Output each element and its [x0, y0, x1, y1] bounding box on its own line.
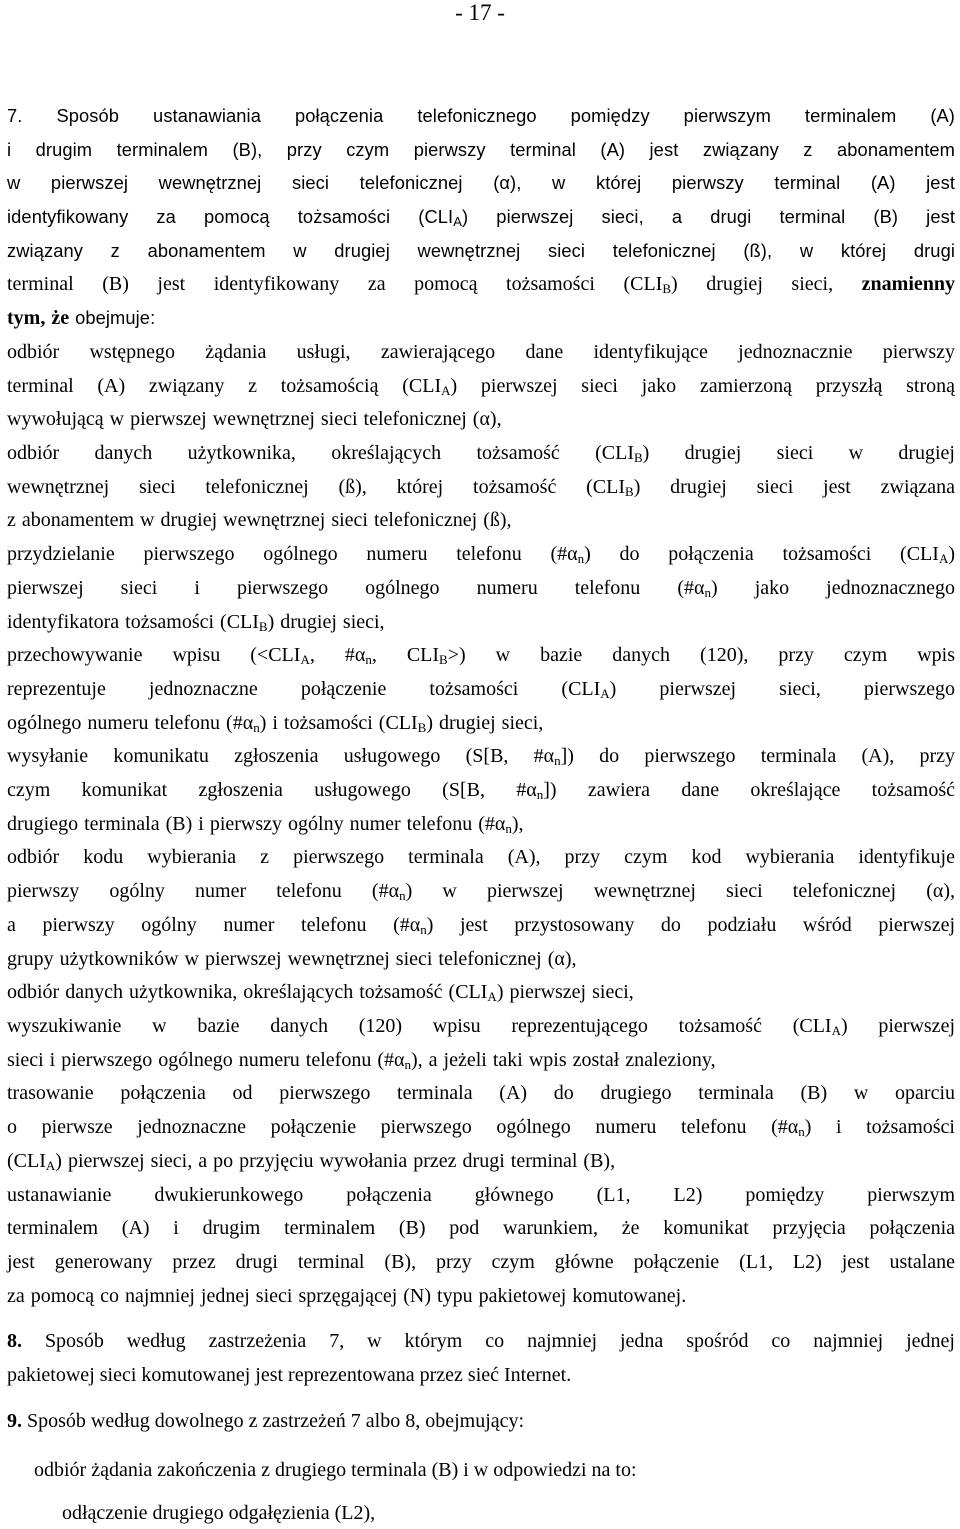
claim-line: reprezentuje jednoznaczne połączenie tożsamości $(CLI_A)$ pierwszej sieci, pierwszego: [7, 677, 955, 701]
claim-line: wywołującą w pierwszej wewnętrznej sieci telefonicznej (α),: [7, 408, 502, 431]
claim-line: $(CLI_A)$ pierwszej sieci, a po przyjęciu wywołania przez drugi terminal (B),: [7, 1149, 616, 1173]
claim-line: za pomocą co najmniej jednej sieci sprzęgającej (N) typu pakietowej komutowanej.: [7, 1284, 687, 1307]
claim-line: pakietowej sieci komutowanej jest reprezentowana przez sieć Internet.: [7, 1363, 572, 1386]
claim-line: w pierwszej wewnętrznej sieci telefonicznej (α), w której pierwszy terminal (A) jest: [7, 172, 955, 194]
claim-line: tym, że obejmuje:: [7, 307, 156, 330]
claim-line: związany z abonamentem w drugiej wewnętrznej sieci telefonicznej (ß), w której drugi: [7, 239, 955, 261]
claim-9: [7, 1405, 955, 1439]
claim-line: przechowywanie wpisu ($<CLI_A$, $\#\alpha_n$, $CLI_B>$) w bazie danych (120), przy czym wpis: [7, 644, 955, 668]
claim-line: odbiór kodu wybierania z pierwszego terminala (A), przy czym kod wybierania identyfikuje: [7, 846, 955, 869]
page-number: - 17 -: [455, 0, 505, 25]
claim-line: odbiór danych użytkownika, określających tożsamość $(CLI_B)$ drugiej sieci w drugiej: [7, 442, 955, 466]
claim-line: identyfikowany za pomocą tożsamości $(CLI_A)$ pierwszej sieci, a drugi terminal (B) jest: [7, 206, 956, 230]
claim-line: terminal (B) jest identyfikowany za pomocą tożsamości $(CLI_B)$ drugiej sieci, znamienny: [7, 272, 955, 296]
claim-line: trasowanie połączenia od pierwszego terminala (A) do drugiego terminala (B) w oparciu: [7, 1082, 955, 1105]
claim-line: odbiór danych użytkownika, określających tożsamość $(CLI_A)$ pierwszej sieci,: [7, 981, 634, 1005]
claim-line: a pierwszy ogólny numer telefonu $(\#\alpha_n)$ jest przystosowany do podziału wśród pierwszej: [7, 913, 955, 937]
claim-line: wysyłanie komunikatu zgłoszenia usługowego (S[B, $\#\alpha_n$]) do pierwszego terminala (A), przy: [7, 745, 955, 769]
claim-line: ustanawianie dwukierunkowego połączenia głównego (L1, L2) pomiędzy pierwszym: [7, 1183, 955, 1206]
claim-line: z abonamentem w drugiej wewnętrznej sieci telefonicznej (ß),: [7, 509, 512, 532]
claim-line: wyszukiwanie w bazie danych (120) wpisu reprezentującego tożsamość $(CLI_A)$ pierwszej: [7, 1014, 955, 1038]
claim-line: przydzielanie pierwszego ogólnego numeru telefonu $(\#\alpha_n)$ do połączenia tożsamości $(CLI_A)$: [7, 543, 955, 567]
claim-line: grupy użytkowników w pierwszej wewnętrznej sieci telefonicznej (α),: [7, 947, 577, 970]
claim-9-item: odbiór żądania zakończenia z drugiego terminala (B) i w odpowiedzi na to:: [34, 1459, 637, 1481]
claim-line: jest generowany przez drugi terminal (B), przy czym główne połączenie (L1, L2) jest ustalane: [7, 1250, 955, 1273]
claim-7: [7, 99, 955, 1313]
claim-8: [7, 1325, 955, 1392]
claim-line: odbiór wstępnego żądania usługi, zawierającego dane identyfikujące jednoznacznie pierwszy: [7, 340, 955, 363]
claim-line: pierwszej sieci i pierwszego ogólnego numeru telefonu $(\#\alpha_n)$ jako jednoznacznego: [7, 576, 956, 600]
claim-line: o pierwsze jednoznaczne połączenie pierwszego ogólnego numeru telefonu $(\#\alpha_n)$ i tożsamości: [7, 1116, 955, 1140]
claim-line: terminal (A) związany z tożsamością $(CLI_A)$ pierwszej sieci jako zamierzoną przyszłą stroną: [7, 374, 955, 398]
claim-line: identyfikatora tożsamości $(CLI_B)$ drugiej sieci,: [7, 610, 385, 634]
claim-line: terminalem (A) i drugim terminalem (B) pod warunkiem, że komunikat przyjęcia połączenia: [7, 1217, 955, 1240]
claim-line: 7. Sposób ustanawiania połączenia telefonicznego pomiędzy pierwszym terminalem (A): [7, 105, 955, 126]
claim-line: ogólnego numeru telefonu $(\#\alpha_n)$ i tożsamości $(CLI_B)$ drugiej sieci,: [7, 711, 544, 735]
claim-line: i drugim terminalem (B), przy czym pierwszy terminal (A) jest związany z abonamentem: [7, 138, 955, 160]
claim-line: 9. Sposób według dowolnego z zastrzeżeń 7 albo 8, obejmujący:: [7, 1410, 525, 1432]
claim-line: pierwszy ogólny numer telefonu $(\#\alpha_n)$ w pierwszej wewnętrznej sieci telefonicznej (α),: [7, 880, 956, 904]
claim-line: drugiego terminala (B) i pierwszy ogólny numer telefonu $(\#\alpha_n)$,: [7, 812, 524, 836]
claim-line: wewnętrznej sieci telefonicznej (ß), której tożsamość $(CLI_B)$ drugiej sieci jest związana: [7, 475, 956, 499]
claim-line: czym komunikat zgłoszenia usługowego (S[B, $\#\alpha_n$]) zawiera dane określające tożsamość: [7, 779, 955, 803]
claim-line: sieci i pierwszego ogólnego numeru telefonu $(\#\alpha_n)$, a jeżeli taki wpis został znaleziony,: [7, 1048, 716, 1072]
claim-line: 8. Sposób według zastrzeżenia 7, w którym co najmniej jedna spośród co najmniej jednej: [7, 1330, 955, 1352]
claim-9-item: odłączenie drugiego odgałęzienia (L2),: [62, 1502, 376, 1524]
